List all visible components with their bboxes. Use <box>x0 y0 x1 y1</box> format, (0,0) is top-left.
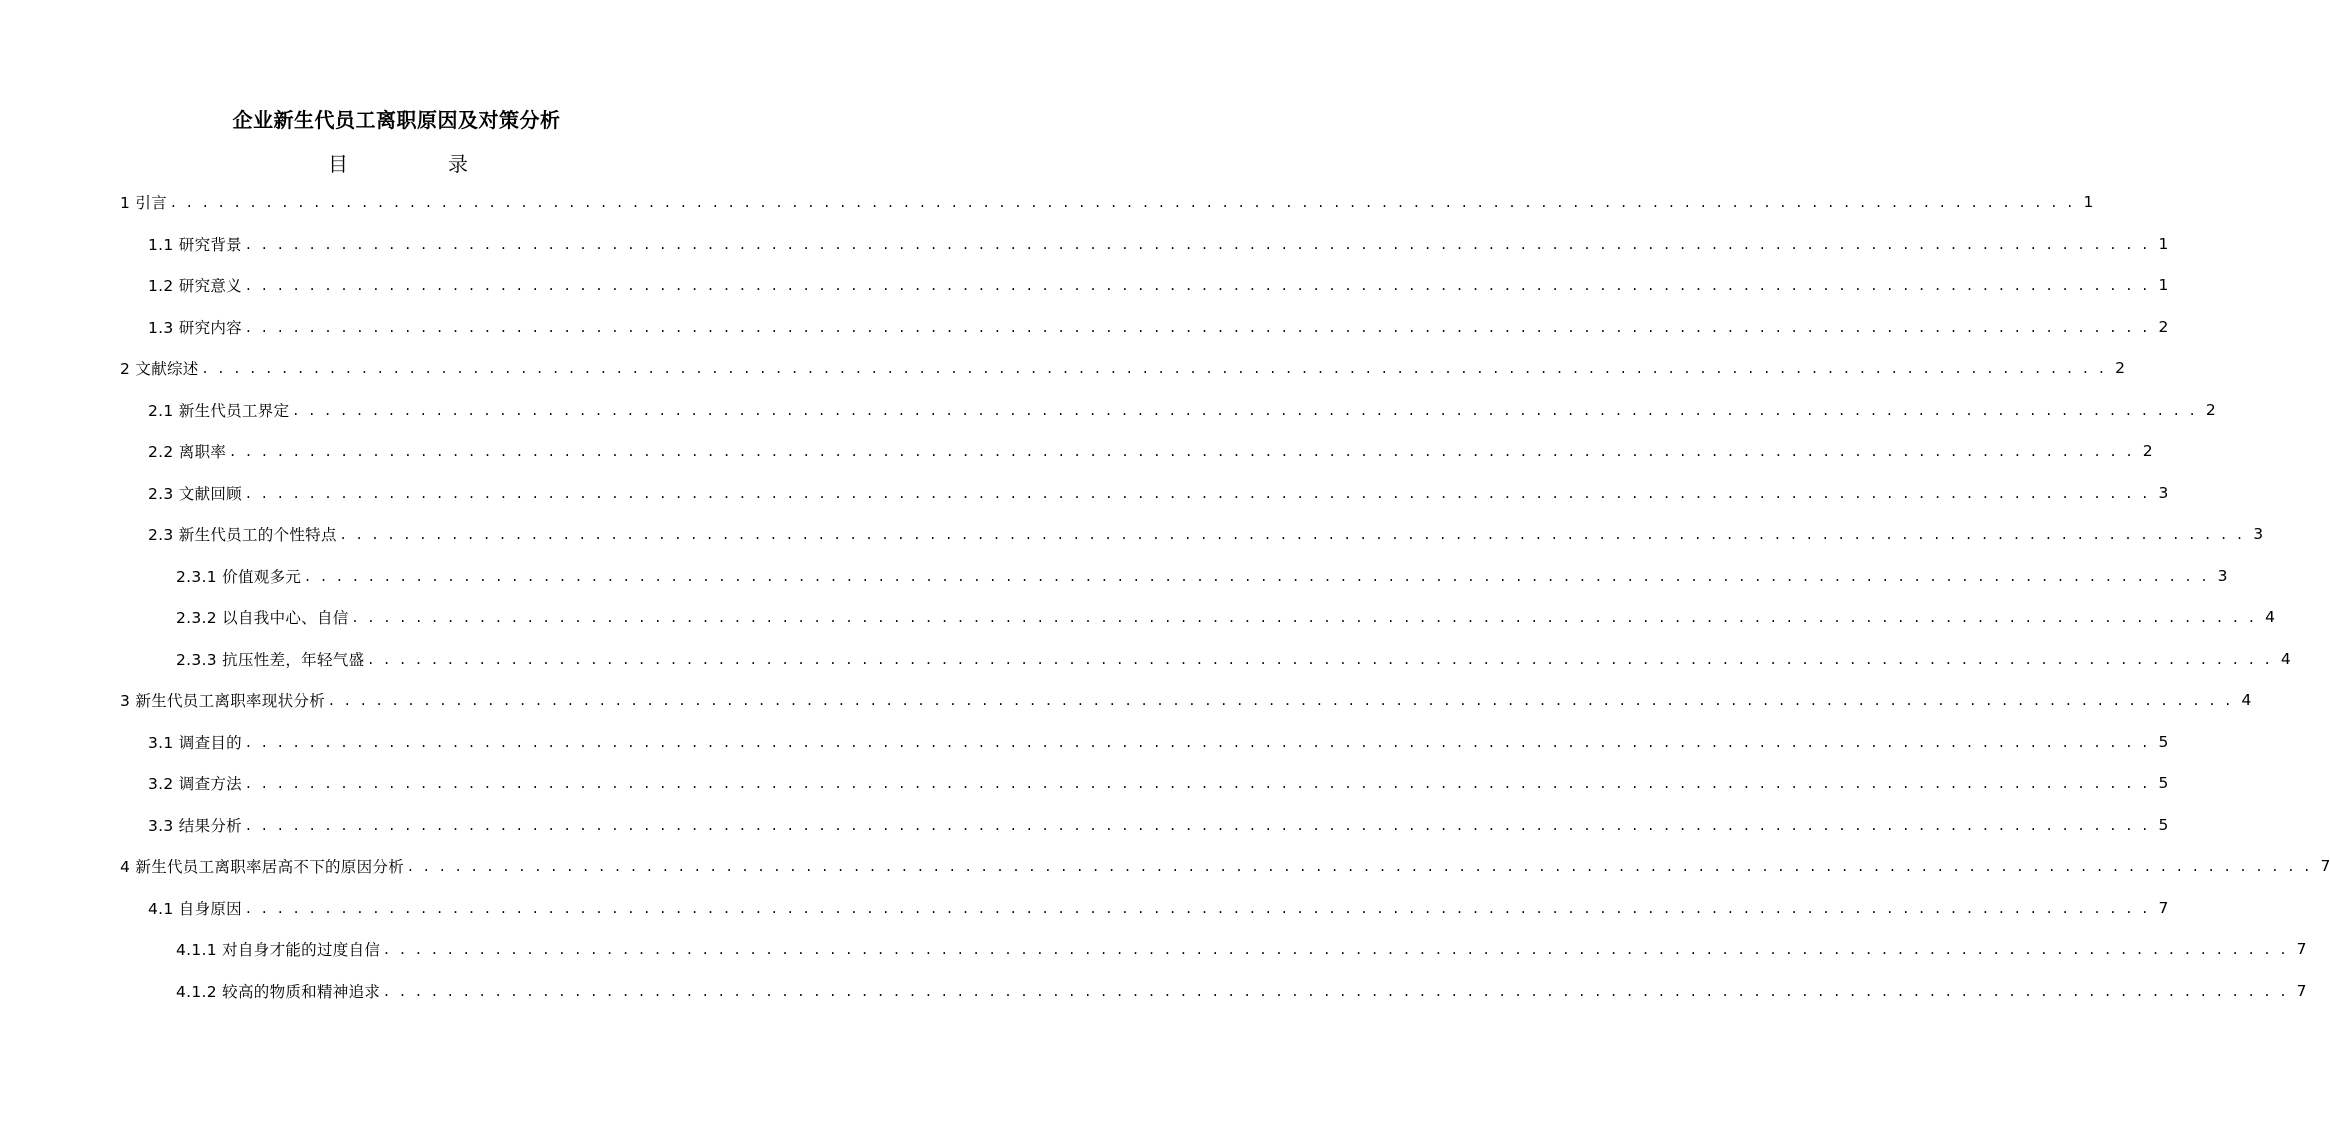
toc-entry-title: 2.3.2 以自我中心、自信 <box>176 609 349 627</box>
toc-entry[interactable] <box>148 520 2264 548</box>
toc-page-number: 7 <box>2296 940 2307 958</box>
toc-dot-leader: . . . . . . . . . . . . . . . . . . . . . . . . . . . . . . . . . . . . . . . . . . . . . . . . . . . . . . . . . . . . . . . . . . . . . . . . . . . . . . . . . . . . . . . . . . . . . . . . . . . . . . . . . . . . . . . . . . . . . . . . <box>384 981 2289 1000</box>
toc-page-number: 4 <box>2265 608 2275 626</box>
toc-page-number: 2 <box>2115 359 2125 377</box>
toc-entry[interactable] <box>176 645 2291 673</box>
toc-entry[interactable] <box>176 977 2307 1005</box>
toc-entry-title: 4 新生代员工离职率居高不下的原因分析 <box>120 858 404 876</box>
toc-dot-leader: . . . . . . . . . . . . . . . . . . . . . . . . . . . . . . . . . . . . . . . . . . . . . . . . . . . . . . . . . . . . . . . . . . . . . . . . . . . . . . . . . . . . . . . . . . . . . . . . . . . . . . . . . . . . . . . . . . . . . . . . <box>329 691 2234 709</box>
toc-page-number: 5 <box>2158 732 2169 751</box>
toc-entry[interactable] <box>176 935 2307 963</box>
toc-entry-title: 1.3 研究内容 <box>148 318 242 337</box>
toc-dot-leader: . . . . . . . . . . . . . . . . . . . . . . . . . . . . . . . . . . . . . . . . . . . . . . . . . . . . . . . . . . . . . . . . . . . . . . . . . . . . . . . . . . . . . . . . . . . . . . . . . . . . . . . . . . . . . . . . . . . . . . . . <box>305 566 2210 585</box>
toc-heading <box>328 148 468 177</box>
toc-dot-leader: . . . . . . . . . . . . . . . . . . . . . . . . . . . . . . . . . . . . . . . . . . . . . . . . . . . . . . . . . . . . . . . . . . . . . . . . . . . . . . . . . . . . . . . . . . . . . . . . . . . . . . . . . . . . . . . . . . . . . . . . <box>245 732 2151 751</box>
toc-entry-title: 2.3 文献回顾 <box>148 484 242 503</box>
toc-dot-leader: . . . . . . . . . . . . . . . . . . . . . . . . . . . . . . . . . . . . . . . . . . . . . . . . . . . . . . . . . . . . . . . . . . . . . . . . . . . . . . . . . . . . . . . . . . . . . . . . . . . . . . . . . . . . . . . . . . . . . . . . <box>293 400 2198 419</box>
toc-heading-left: 目 <box>328 152 348 176</box>
toc-page-number: 3 <box>2217 566 2228 585</box>
toc-dot-leader: . . . . . . . . . . . . . . . . . . . . . . . . . . . . . . . . . . . . . . . . . . . . . . . . . . . . . . . . . . . . . . . . . . . . . . . . . . . . . . . . . . . . . . . . . . . . . . . . . . . . . . . . . . . . . . . . . . . . . . . . <box>408 857 2313 875</box>
toc-entry[interactable] <box>148 894 2169 922</box>
toc-entry-title: 4.1.2 较高的物质和精神追求 <box>176 982 381 1001</box>
toc-dot-leader: . . . . . . . . . . . . . . . . . . . . . . . . . . . . . . . . . . . . . . . . . . . . . . . . . . . . . . . . . . . . . . . . . . . . . . . . . . . . . . . . . . . . . . . . . . . . . . . . . . . . . . . . . . . . . . . . . . . . . . . . <box>245 234 2151 253</box>
toc-dot-leader: . . . . . . . . . . . . . . . . . . . . . . . . . . . . . . . . . . . . . . . . . . . . . . . . . . . . . . . . . . . . . . . . . . . . . . . . . . . . . . . . . . . . . . . . . . . . . . . . . . . . . . . . . . . . . . . . . . . . . . . . <box>245 898 2151 917</box>
toc-entry-title: 2.3.3 抗压性差，年轻气盛 <box>176 650 365 669</box>
toc-entry[interactable] <box>176 562 2228 590</box>
toc-page-number: 5 <box>2158 815 2169 834</box>
toc-entry-title: 2.3 新生代员工的个性特点 <box>148 526 337 544</box>
toc-entry-title: 2.3.1 价值观多元 <box>176 567 302 586</box>
toc-entry-title: 4.1.1 对自身才能的过度自信 <box>176 941 381 959</box>
toc-entry[interactable] <box>148 479 2169 507</box>
toc-entry-title: 3.3 结果分析 <box>148 816 242 835</box>
toc-entry-title: 3.1 调查目的 <box>148 733 242 752</box>
toc-dot-leader: . . . . . . . . . . . . . . . . . . . . . . . . . . . . . . . . . . . . . . . . . . . . . . . . . . . . . . . . . . . . . . . . . . . . . . . . . . . . . . . . . . . . . . . . . . . . . . . . . . . . . . . . . . . . . . . . . . . . . . . . <box>202 359 2107 377</box>
toc-entry-title: 3 新生代员工离职率现状分析 <box>120 692 325 710</box>
toc-heading-right: 录 <box>448 152 468 176</box>
toc-entry-title: 4.1 自身原因 <box>148 899 242 918</box>
toc-dot-leader: . . . . . . . . . . . . . . . . . . . . . . . . . . . . . . . . . . . . . . . . . . . . . . . . . . . . . . . . . . . . . . . . . . . . . . . . . . . . . . . . . . . . . . . . . . . . . . . . . . . . . . . . . . . . . . . . . . . . . . . . <box>245 317 2151 336</box>
toc-page-number: 1 <box>2083 193 2094 211</box>
toc-entry-title: 2.2 离职率 <box>148 443 227 461</box>
toc-page-number: 2 <box>2205 400 2216 419</box>
toc-entry[interactable] <box>148 271 2169 299</box>
toc-page-number: 1 <box>2158 234 2169 253</box>
toc-dot-leader: . . . . . . . . . . . . . . . . . . . . . . . . . . . . . . . . . . . . . . . . . . . . . . . . . . . . . . . . . . . . . . . . . . . . . . . . . . . . . . . . . . . . . . . . . . . . . . . . . . . . . . . . . . . . . . . . . . . . . . . . <box>368 649 2273 668</box>
toc-dot-leader: . . . . . . . . . . . . . . . . . . . . . . . . . . . . . . . . . . . . . . . . . . . . . . . . . . . . . . . . . . . . . . . . . . . . . . . . . . . . . . . . . . . . . . . . . . . . . . . . . . . . . . . . . . . . . . . . . . . . . . . . <box>245 815 2151 834</box>
toc-entry[interactable] <box>148 313 2169 341</box>
toc-entry[interactable] <box>148 811 2169 839</box>
toc-page-number: 3 <box>2158 483 2169 502</box>
toc-entry[interactable] <box>148 437 2153 465</box>
toc-entry[interactable] <box>148 396 2216 424</box>
toc-entry[interactable] <box>148 728 2169 756</box>
toc-entry[interactable] <box>120 852 2330 880</box>
toc-dot-leader: . . . . . . . . . . . . . . . . . . . . . . . . . . . . . . . . . . . . . . . . . . . . . . . . . . . . . . . . . . . . . . . . . . . . . . . . . . . . . . . . . . . . . . . . . . . . . . . . . . . . . . . . . . . . . . . . . . . . . . . . <box>245 483 2151 502</box>
toc-entry[interactable] <box>120 188 2094 216</box>
toc-entry-title: 1.2 研究意义 <box>148 277 242 295</box>
toc-dot-leader: . . . . . . . . . . . . . . . . . . . . . . . . . . . . . . . . . . . . . . . . . . . . . . . . . . . . . . . . . . . . . . . . . . . . . . . . . . . . . . . . . . . . . . . . . . . . . . . . . . . . . . . . . . . . . . . . . . . . . . . . <box>340 525 2246 543</box>
toc-dot-leader: . . . . . . . . . . . . . . . . . . . . . . . . . . . . . . . . . . . . . . . . . . . . . . . . . . . . . . . . . . . . . . . . . . . . . . . . . . . . . . . . . . . . . . . . . . . . . . . . . . . . . . . . . . . . . . . . . . . . . . . . <box>384 940 2289 958</box>
toc-page-number: 4 <box>2241 691 2252 709</box>
toc-page-number: 7 <box>2320 857 2330 875</box>
toc-page-number: 3 <box>2253 525 2264 543</box>
toc-entry[interactable] <box>176 603 2275 631</box>
toc-dot-leader: . . . . . . . . . . . . . . . . . . . . . . . . . . . . . . . . . . . . . . . . . . . . . . . . . . . . . . . . . . . . . . . . . . . . . . . . . . . . . . . . . . . . . . . . . . . . . . . . . . . . . . . . . . . . . . . . . . . . . . . . <box>245 774 2151 792</box>
toc-dot-leader: . . . . . . . . . . . . . . . . . . . . . . . . . . . . . . . . . . . . . . . . . . . . . . . . . . . . . . . . . . . . . . . . . . . . . . . . . . . . . . . . . . . . . . . . . . . . . . . . . . . . . . . . . . . . . . . . . . . . . . . . <box>245 276 2151 294</box>
toc-page-number: 5 <box>2158 774 2169 792</box>
toc-entry-title: 1 引言 <box>120 194 167 212</box>
toc-page-number: 4 <box>2280 649 2291 668</box>
toc-page-number: 2 <box>2142 442 2153 460</box>
toc-entry-title: 1.1 研究背景 <box>148 235 242 254</box>
toc-dot-leader: . . . . . . . . . . . . . . . . . . . . . . . . . . . . . . . . . . . . . . . . . . . . . . . . . . . . . . . . . . . . . . . . . . . . . . . . . . . . . . . . . . . . . . . . . . . . . . . . . . . . . . . . . . . . . . . . . . . . . . . . <box>171 193 2076 211</box>
toc-page-number: 7 <box>2158 898 2169 917</box>
toc-entry[interactable] <box>120 354 2125 382</box>
toc-page-number: 2 <box>2158 317 2169 336</box>
toc-page-number: 1 <box>2158 276 2169 294</box>
document-title: 企业新生代员工离职原因及对策分析 <box>232 108 561 132</box>
toc-entry-title: 2.1 新生代员工界定 <box>148 401 290 420</box>
toc-entry[interactable] <box>148 769 2169 797</box>
toc-entry-title: 3.2 调查方法 <box>148 775 242 793</box>
toc-dot-leader: . . . . . . . . . . . . . . . . . . . . . . . . . . . . . . . . . . . . . . . . . . . . . . . . . . . . . . . . . . . . . . . . . . . . . . . . . . . . . . . . . . . . . . . . . . . . . . . . . . . . . . . . . . . . . . . . . . . . . . . . <box>230 442 2135 460</box>
toc-entry[interactable] <box>120 686 2252 714</box>
toc-page-number: 7 <box>2296 981 2307 1000</box>
toc-entry[interactable] <box>148 230 2169 258</box>
toc-dot-leader: . . . . . . . . . . . . . . . . . . . . . . . . . . . . . . . . . . . . . . . . . . . . . . . . . . . . . . . . . . . . . . . . . . . . . . . . . . . . . . . . . . . . . . . . . . . . . . . . . . . . . . . . . . . . . . . . . . . . . . . . <box>352 608 2257 626</box>
toc-entry-title: 2 文献综述 <box>120 360 199 378</box>
